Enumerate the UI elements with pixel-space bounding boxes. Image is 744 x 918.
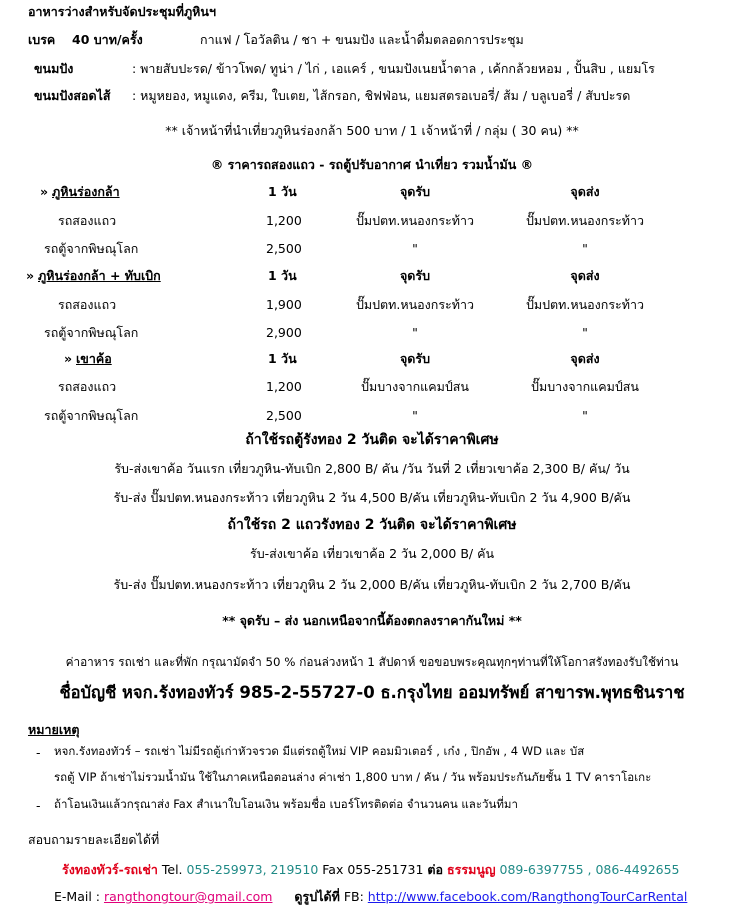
remark-item-1: หจก.รังทองทัวร์ – รถเช่า ไม่มีรถตู้เก่าหัวจรวด มีแต่รถตู้ใหม่ VIP คอมมิวเตอร์ , เก๋ง , ปิกอัพ , 4 WD และ บัส [54, 744, 585, 758]
remark-item-2: ถ้าโอนเงินแล้วกรุณาส่ง Fax สำเนาใบโอนเงิน พร้อมชื่อ เบอร์โทรติดต่อ จำนวนคน และวันที่มา [54, 797, 518, 811]
route-name: ภูหินร่องกล้า [52, 184, 120, 199]
bread-label: ขนมปัง [34, 61, 74, 76]
dropoff-cell: " [582, 241, 588, 256]
price-cell: 2,500 [266, 408, 302, 423]
van-special-line-2: รับ-ส่ง ปั๊มปตท.หนองกระท้าว เที่ยวภูหิน 2 วัน 4,500 B/คัน เที่ยวภูหิน-ทับเบิก 2 วัน 4,900 B/คัน [113, 490, 631, 505]
vehicle-cell: รถตู้จากพิษณุโลก [44, 325, 139, 340]
tel-label: Tel. [161, 862, 183, 877]
remark-bullet: - [36, 798, 41, 813]
fax-number: Fax 055-251731 [322, 862, 424, 877]
tel-number: 055-259973, 219510 [186, 862, 319, 877]
van-special-line-1: รับ-ส่งเขาค้อ วันแรก เที่ยวภูหิน-ทับเบิก 2,800 B/ คัน /วัน วันที่ 2 เที่ยวเขาค้อ 2,300 B/ คัน/ วัน [114, 461, 630, 476]
contact-intro: สอบถามรายละเอียดได้ที่ [28, 832, 160, 847]
company-name: รังทองทัวร์-รถเช่า [62, 862, 158, 877]
route-name: เขาค้อ [76, 351, 112, 366]
contact-person: ธรรมนูญ [447, 862, 496, 877]
contact-phone-line [62, 862, 680, 877]
view-photos-label: ดูรูปได้ที่ [294, 889, 340, 904]
outside-area-note: ** จุดรับ – ส่ง นอกเหนือจากนี้ต้องตกลงราคากันใหม่ ** [222, 613, 522, 628]
songthaew-special-line-2: รับ-ส่ง ปั๊มปตท.หนองกระท้าว เที่ยวภูหิน 2 วัน 2,000 B/คัน เที่ยวภูหิน-ทับเบิก 2 วัน 2,700 B/คัน [113, 577, 631, 592]
dropoff-header: จุดส่ง [570, 351, 600, 366]
break-description: กาแฟ / โอวัลติน / ชา + ขนมปัง และน้ำดื่มตลอดการประชุม [200, 32, 524, 47]
vehicle-cell: รถสองแถว [58, 213, 117, 228]
break-label: เบรค [28, 32, 56, 47]
days-header: 1 วัน [268, 184, 297, 199]
dropoff-header: จุดส่ง [570, 268, 600, 283]
pickup-cell: ปั๊มปตท.หนองกระท้าว [355, 297, 475, 312]
dropoff-cell: ปั๊มปตท.หนองกระท้าว [525, 297, 645, 312]
pickup-cell: " [412, 325, 418, 340]
route-bullet: » [26, 268, 35, 283]
pickup-cell: ปั๊มบางจากแคมป์สน [361, 379, 469, 394]
price-cell: 1,900 [266, 297, 302, 312]
route-bullet: » [40, 184, 49, 199]
contact-online-line [54, 889, 687, 904]
filled-bread-description: : หมูหยอง, หมูแดง, ครีม, ใบเตย, ไส้กรอก, ชิฟฟ่อน, แยมสตรอเบอรี่/ ส้ม / บลูเบอรี่ / สับปะรด [132, 88, 631, 103]
price-heading: ® ราคารถสองแถว - รถตู้ปรับอากาศ นำเที่ยว รวมน้ำมัน ® [210, 157, 534, 172]
deposit-note: ค่าอาหาร รถเช่า และที่พัก กรุณามัดจำ 50 % ก่อนล่วงหน้า 1 สัปดาห์ ขอขอบพระคุณทุกๆท่านที่ให้โอกาสรังทองรับใช้ท่าน [65, 655, 679, 669]
songthaew-special-line-1: รับ-ส่งเขาค้อ เที่ยวเขาค้อ 2 วัน 2,000 B/ คัน [250, 546, 494, 561]
dropoff-cell: ปั๊มปตท.หนองกระท้าว [525, 213, 645, 228]
staff-guide-note: ** เจ้าหน้าที่นำเที่ยวภูหินร่องกล้า 500 บาท / 1 เจ้าหน้าที่ / กลุ่ม ( 30 คน) ** [165, 123, 579, 138]
vehicle-cell: รถตู้จากพิษณุโลก [44, 408, 139, 423]
mobile-numbers: 089-6397755 , 086-4492655 [499, 862, 680, 877]
van-special-heading: ถ้าใช้รถตู้รังทอง 2 วันติด จะได้ราคาพิเศษ [245, 432, 499, 448]
email-link[interactable]: rangthongtour@gmail.com [103, 889, 273, 904]
price-cell: 1,200 [266, 379, 302, 394]
route-bullet: » [64, 351, 73, 366]
ext-label: ต่อ [427, 862, 444, 877]
bread-description: : พายสับปะรด/ ข้าวโพด/ ทูน่า / ไก่ , เอแคร์ , ขนมปังเนยน้ำตาล , เค้กกล้วยหอม , ปั้นสิบ , แยมโร [132, 61, 655, 76]
pickup-cell: ปั๊มปตท.หนองกระท้าว [355, 213, 475, 228]
fb-label: FB: [343, 889, 364, 904]
pickup-cell: " [412, 241, 418, 256]
pickup-cell: " [412, 408, 418, 423]
dropoff-cell: " [582, 325, 588, 340]
dropoff-header: จุดส่ง [570, 184, 600, 199]
facebook-link[interactable]: http://www.facebook.com/RangthongTourCarRental [367, 889, 688, 904]
pickup-header: จุดรับ [399, 184, 431, 199]
price-cell: 2,900 [266, 325, 302, 340]
price-cell: 2,500 [266, 241, 302, 256]
email-label: E-Mail : [54, 889, 100, 904]
remark-bullet: - [36, 745, 41, 760]
route-name: ภูหินร่องกล้า + ทับเบิก [38, 268, 161, 283]
pickup-header: จุดรับ [399, 351, 431, 366]
vehicle-cell: รถตู้จากพิษณุโลก [44, 241, 139, 256]
bank-account-line: ชื่อบัญชี หจก.รังทองทัวร์ 985-2-55727-0 ธ.กรุงไทย ออมทรัพย์ สาขารพ.พุทธชินราช [59, 683, 685, 702]
page-title: อาหารว่างสำหรับจัดประชุมที่ภูหินฯ [28, 4, 216, 19]
songthaew-special-heading: ถ้าใช้รถ 2 แถวรังทอง 2 วันติด จะได้ราคาพิเศษ [227, 517, 517, 533]
break-price: 40 บาท/ครั้ง [72, 32, 143, 47]
remarks-title: หมายเหตุ [28, 722, 80, 737]
filled-bread-label: ขนมปังสอดไส้ [34, 88, 111, 103]
dropoff-cell: " [582, 408, 588, 423]
vehicle-cell: รถสองแถว [58, 297, 117, 312]
days-header: 1 วัน [268, 351, 297, 366]
vehicle-cell: รถสองแถว [58, 379, 117, 394]
remark-item-1-cont: รถตู้ VIP ถ้าเช่าไม่รวมน้ำมัน ใช้ในภาคเหนือตอนล่าง ค่าเช่า 1,800 บาท / คัน / วัน พร้อมประกันภัยชั้น 1 TV คาราโอเกะ [54, 770, 652, 784]
days-header: 1 วัน [268, 268, 297, 283]
price-cell: 1,200 [266, 213, 302, 228]
pickup-header: จุดรับ [399, 268, 431, 283]
dropoff-cell: ปั๊มบางจากแคมป์สน [531, 379, 639, 394]
